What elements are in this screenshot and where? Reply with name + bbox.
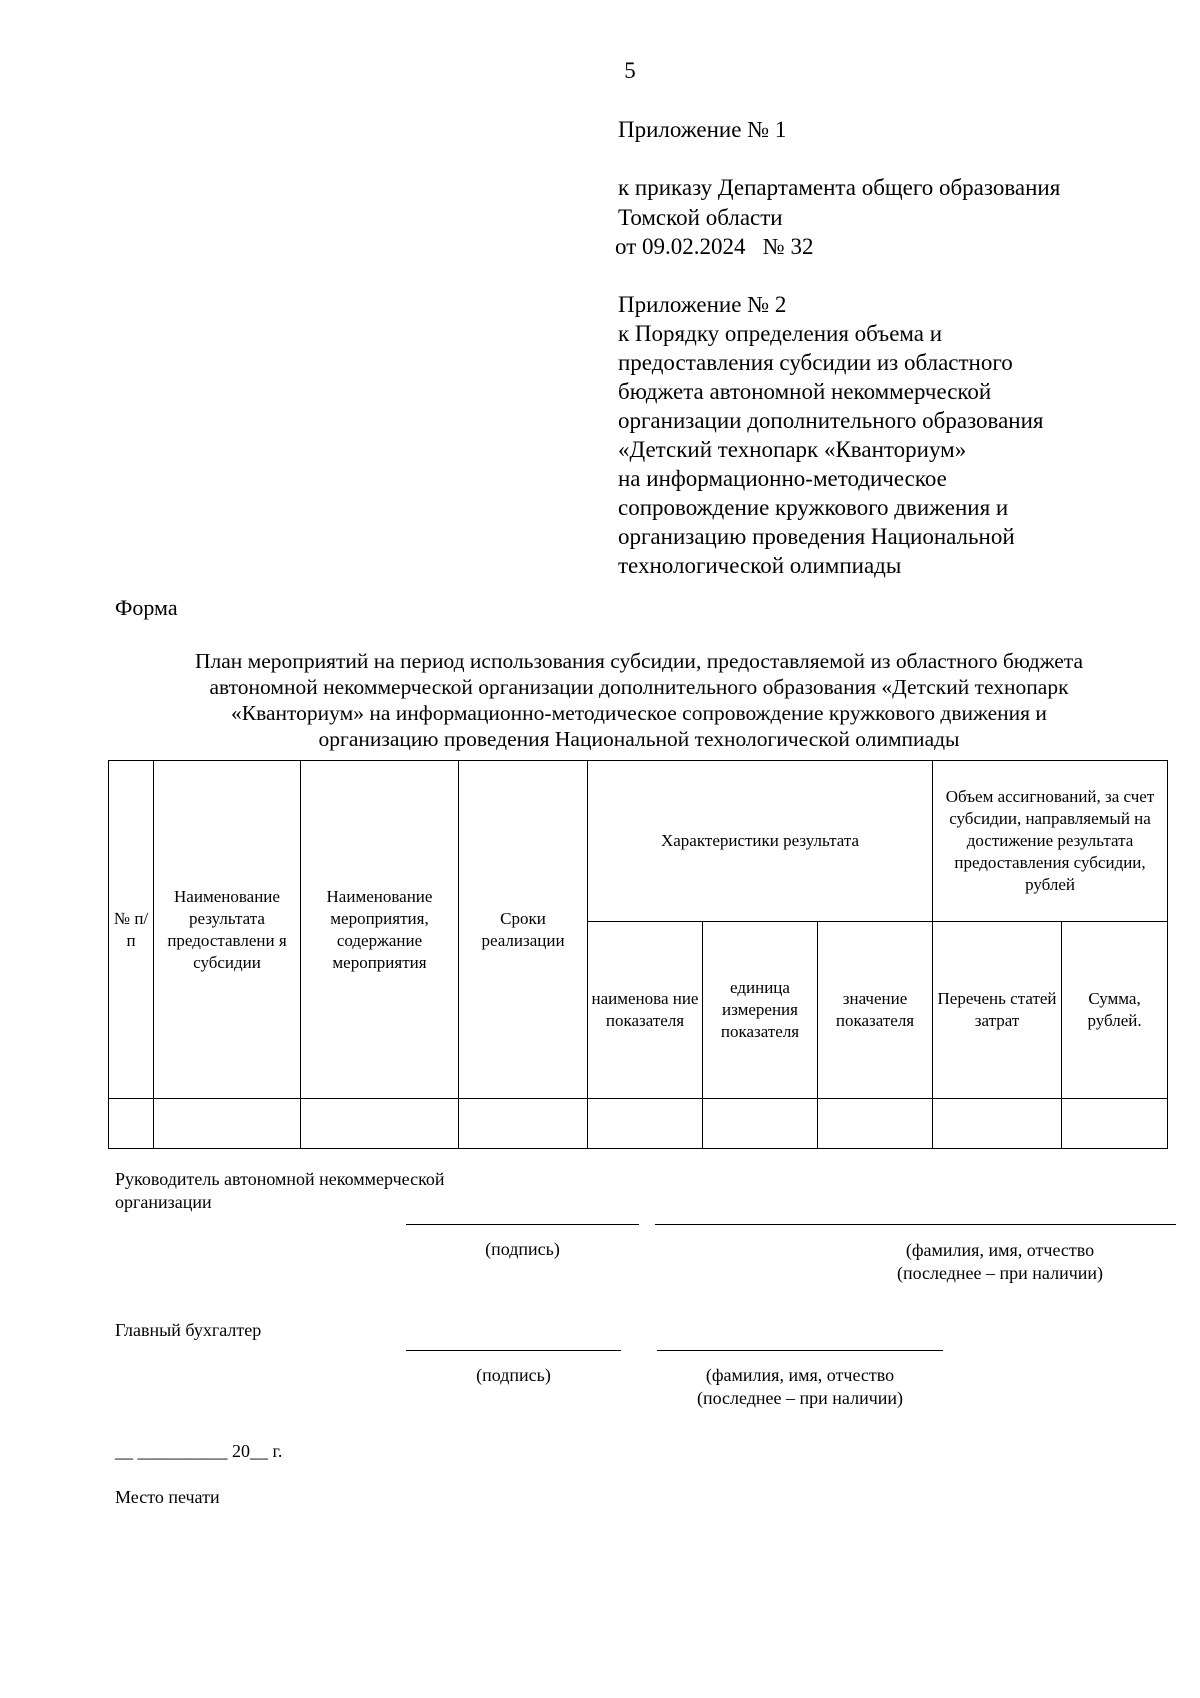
appendix2-block: [618, 290, 1044, 580]
accountant-fio-line[interactable]: [657, 1350, 943, 1351]
appendix2-line: организацию проведения Национальной: [618, 524, 1015, 549]
table-row: [109, 1099, 1168, 1149]
header-result-name: Наименование результата предоставлени я субсидии: [154, 761, 301, 1099]
head-fio-caption-line1: (фамилия, имя, отчество: [905, 1240, 1095, 1260]
table-cell[interactable]: [1062, 1099, 1168, 1149]
appendix2-line: предоставления субсидии из областного: [618, 350, 1013, 375]
appendix1-reference-line2: Томской области: [618, 205, 783, 230]
header-characteristics: Характеристики результата: [588, 761, 933, 922]
header-unit: единица измерения показателя: [703, 922, 818, 1099]
accountant-label: Главный бухгалтер: [115, 1320, 262, 1340]
head-fio-line[interactable]: [655, 1224, 1176, 1225]
head-label-line1: Руководитель автономной некоммерческой: [115, 1169, 445, 1189]
appendix2-line: к Порядку определения объема и: [618, 321, 943, 346]
table-cell[interactable]: [588, 1099, 703, 1149]
appendix2-line: сопровождение кружкового движения и: [618, 495, 1009, 520]
accountant-fio-caption-line1: (фамилия, имя, отчество: [705, 1365, 895, 1385]
appendix2-line: организации дополнительного образования: [618, 408, 1044, 433]
appendix2-line: технологической олимпиады: [618, 553, 902, 578]
table-cell[interactable]: [703, 1099, 818, 1149]
appendix1-title: Приложение № 1: [618, 117, 787, 142]
header-number: № п/п: [109, 761, 154, 1099]
table-cell[interactable]: [459, 1099, 588, 1149]
table-cell[interactable]: [301, 1099, 459, 1149]
appendix2-line: на информационно-методическое: [618, 466, 947, 491]
form-label: Форма: [115, 595, 178, 620]
header-cost-items: Перечень статей затрат: [933, 922, 1062, 1099]
date-template[interactable]: __ __________ 20__ г.: [115, 1441, 283, 1461]
appendix2-line: Приложение № 2: [618, 292, 787, 317]
table-cell[interactable]: [154, 1099, 301, 1149]
appendix2-line: «Детский технопарк «Кванториум»: [618, 437, 967, 462]
header-indicator-name: наименова ние показателя: [588, 922, 703, 1099]
table-header-row: [109, 761, 1168, 922]
head-label-line2: организации: [115, 1192, 212, 1212]
plan-title-line: «Кванториум» на информационно-методическое сопровождение кружкового движения и: [231, 701, 1047, 725]
stamp-place: Место печати: [115, 1487, 220, 1507]
head-label: [115, 1168, 445, 1214]
accountant-fio-caption-line2: (последнее – при наличии): [696, 1388, 904, 1408]
plan-title: [108, 648, 1170, 752]
appendix1-date-number: от 09.02.2024 № 32: [615, 234, 814, 259]
plan-title-line: План мероприятий на период использования субсидии, предоставляемой из областного бюджета: [194, 649, 1084, 673]
header-event-name: Наименование мероприятия, содержание мероприятия: [301, 761, 459, 1099]
accountant-fio-caption: [650, 1364, 950, 1410]
head-fio-caption-line2: (последнее – при наличии): [896, 1263, 1104, 1283]
table-cell[interactable]: [818, 1099, 933, 1149]
plan-table: [108, 760, 1168, 1149]
head-signature-line[interactable]: [406, 1224, 639, 1225]
page-number: 5: [624, 58, 636, 83]
head-signature-caption: (подпись): [485, 1239, 560, 1259]
head-fio-caption: [850, 1239, 1150, 1285]
header-value: значение показателя: [818, 922, 933, 1099]
appendix1-reference-line1: к приказу Департамента общего образования: [618, 175, 1061, 200]
header-sum: Сумма, рублей.: [1062, 922, 1168, 1099]
plan-title-line: организацию проведения Национальной технологической олимпиады: [318, 727, 960, 751]
header-allocations: Объем ассигнований, за счет субсидии, направляемый на достижение результата предоставления субсидии, рублей: [933, 761, 1168, 922]
accountant-signature-line[interactable]: [406, 1350, 621, 1351]
header-deadlines: Сроки реализации: [459, 761, 588, 1099]
table-cell[interactable]: [933, 1099, 1062, 1149]
accountant-signature-caption: (подпись): [476, 1365, 551, 1385]
table-cell[interactable]: [109, 1099, 154, 1149]
appendix2-line: бюджета автономной некоммерческой: [618, 379, 992, 404]
plan-title-line: автономной некоммерческой организации дополнительного образования «Детский технопарк: [209, 675, 1069, 699]
